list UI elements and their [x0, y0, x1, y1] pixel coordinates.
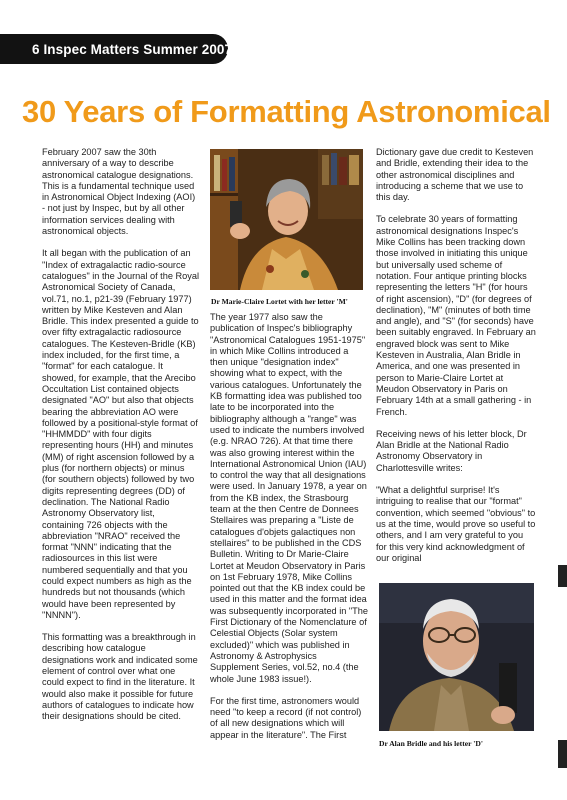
photo-caption: Dr Marie-Claire Lortet with her letter 'M': [211, 297, 348, 306]
paragraph: "What a delightful surprise! It's intriguing to realise that our "format" convention, which seemed "obvious" to us at the time, would prove so useful to others, and I am very grateful to you for this very kind acknowledgment of our original: [376, 485, 536, 563]
paragraph: This formatting was a breakthrough in describing how catalogue designations work and indicated some element of control over what one could expect to find in the literature. It would also make it possible for future authors of catalogues to indicate how their designations should be cited.: [42, 632, 198, 722]
paragraph: Receiving news of his letter block, Dr Alan Bridle at the National Radio Astronomy Observatory in Charlottesville writes:: [376, 428, 527, 473]
photo-marie-claire-lortet: [210, 149, 363, 290]
photo-alan-bridle: [379, 583, 534, 731]
article-headline: 30 Years of Formatting Astronomical: [22, 94, 551, 129]
page-edge-mark: [558, 740, 567, 768]
photo-illustration: [379, 583, 534, 731]
photo-caption: Dr Alan Bridle and his letter 'D': [379, 739, 483, 748]
paragraph: The year 1977 also saw the publication of Inspec's bibliography "Astronomical Catalogues 1951-1975" in which Mike Collins introduced a then unique "designation index" showing what to expect, with the various catalogues. Unfortunately the KB formatting idea was published too late to be incorporated into the bibliography although a "range" was used to indicate the numbers involved (e.g. NRAO 726). At that time there was also growing interest within the International Astronomical Union (IAU) to control the way that all designations were used. In January 1978, a year on from the KB index, the Strasbourg team at the then Centre de Donnees Stellaires was preparing a "Liste de catalogues d'objets galactiques non stellaires" to be published in the CDS Bulletin. Writing to Dr Marie-Claire Lortet at Meudon Observatory in Paris on 1st February 1978, Mike Collins pointed out that the KB index could be used in this matter and the format idea was subsequently incorporated in "The First Dictionary of the Nomenclature of Celestial Objects (Solar system excluded)" which was published in Astronomy & Astrophysics Supplement Series, vol.52, no.4 (the whole June 1983 issue!).: [210, 312, 369, 684]
paragraph: It all began with the publication of an "Index of extragalactic radio-source catalogues" in the Journal of the Royal Astronomical Society of Canada, vol.71, no.1, p21-39 (February 1977) written by Mike Kesteven and Alan Bridle. This index presented a guide to over fifty extragalactic radiosource catalogues. The Kesteven-Bridle (KB) index included, for the first time, a "format" for each catalogue. It showed, for example, that the Arecibo Occultation List contained objects designated "AO" but also that objects bearing the abbreviation AO were followed by a positional-style format of "HHMMDD" with four digits representing hours (HH) and minutes (MM) of right ascension followed by a plus (for northern objects) or minus (for southern objects) followed by two digits representing degrees (DD) of declination. The National Radio Astronomy Observatory list, containing 726 objects with the abbreviation "NRAO" received the format "NNN" indicating that the radiosources in this list were numbered sequentially and that you could expect numbers as high as the hundreds but not thousands (which would have been represented by "NNNN").: [42, 248, 199, 620]
page-edge-mark: [558, 565, 567, 587]
paragraph: To celebrate 30 years of formatting astronomical designations Inspec's Mike Collins has been tracking down those involved in initiating this unique but universally used scheme of notation. Four antique printing blocks representing the letters "H" (for hours of right ascension), "D" (for degrees of declination), "M" (minutes of both time and angle), and "S" (for seconds) have been suitably engraved. In February an engraved block was sent to Mike Kesteven in Australia, Alan Bridle in America, and one was presented in person to Marie-Claire Lortet at Meudon Observatory in Paris on February 14th at a small gathering - in French.: [376, 214, 536, 417]
text-column-3: [376, 147, 536, 575]
photo-illustration: [210, 149, 363, 290]
paragraph: For the first time, astronomers would need "to keep a record (if not control) of all new designations which will appear in the literature". The First: [210, 695, 362, 740]
paragraph: February 2007 saw the 30th anniversary of a way to describe astronomical catalogue designations. This is a fundamental technique used in Astronomical Object Indexing (AOI) - not just by Inspec, but by all other information services dealing with astronomical objects.: [42, 147, 196, 237]
text-column-1: [42, 147, 199, 734]
text-column-2: [210, 312, 368, 752]
running-header: 6 Inspec Matters Summer 2007: [32, 42, 233, 57]
paragraph: Dictionary gave due credit to Kesteven and Bridle, extending their idea to the other astronomical disciplines and introducing a scheme that we use to this day.: [376, 147, 534, 203]
